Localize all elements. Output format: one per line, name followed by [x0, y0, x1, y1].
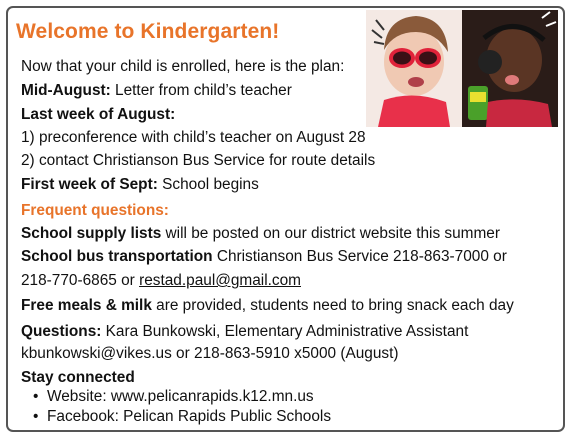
- list-item: [33, 389, 314, 404]
- first-week-label: First week of Sept:: [21, 176, 158, 193]
- questions-line-2: kbunkowski@vikes.us or 218-863-5910 x5000 (August): [21, 345, 399, 362]
- first-week-text: School begins: [157, 176, 259, 193]
- mid-august-text: Letter from child’s teacher: [110, 82, 292, 99]
- bullet-icon: •: [33, 388, 39, 405]
- questions-label: Questions:: [21, 323, 102, 340]
- supply-line: [21, 226, 500, 241]
- facebook-link-text: Facebook: Pelican Rapids Public Schools: [47, 408, 332, 425]
- meals-label: Free meals & milk: [21, 297, 152, 314]
- faq-heading: Frequent questions:: [21, 202, 169, 219]
- page-title: Welcome to Kindergarten!: [16, 20, 280, 43]
- intro-text: Now that your child is enrolled, here is the plan:: [21, 58, 345, 75]
- supply-text: will be posted on our district website this summer: [161, 225, 500, 242]
- last-week-august-heading: Last week of August:: [21, 106, 176, 123]
- bus-text-2: 218-770-6865 or: [21, 272, 140, 289]
- bus-text: Christianson Bus Service 218-863-7000 or: [212, 248, 507, 265]
- website-link-text: Website: www.pelicanrapids.k12.mn.us: [47, 388, 314, 405]
- step-1: 1) preconference with child’s teacher on August 28: [21, 129, 366, 146]
- questions-text: Kara Bunkowski, Elementary Administrative Assistant: [101, 323, 469, 340]
- bus-line-2: [21, 273, 301, 288]
- mid-august-line: [21, 83, 292, 98]
- supply-label: School supply lists: [21, 225, 162, 242]
- bus-line: [21, 249, 507, 264]
- first-week-line: [21, 177, 259, 192]
- questions-line: [21, 324, 468, 339]
- step-2: 2) contact Christianson Bus Service for route details: [21, 152, 376, 169]
- bullet-icon: •: [33, 408, 39, 425]
- bus-email-link[interactable]: restad.paul@gmail.com: [139, 272, 301, 289]
- list-item: [33, 409, 331, 424]
- meals-text: are provided, students need to bring snack each day: [151, 297, 514, 314]
- stay-connected-heading: Stay connected: [21, 369, 135, 386]
- meals-line: [21, 298, 514, 313]
- children-photo: [366, 10, 558, 127]
- mid-august-label: Mid-August:: [21, 82, 111, 99]
- bus-label: School bus transportation: [21, 248, 213, 265]
